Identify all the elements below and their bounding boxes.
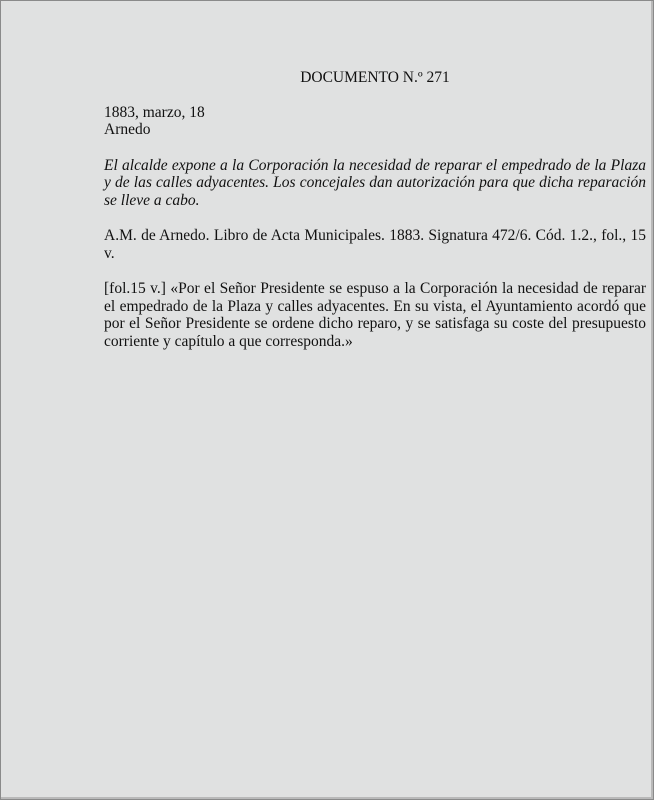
document-summary: El alcalde expone a la Corporación la necesidad de reparar el empedrado de la Plaza y de las calles adyacentes. Los concejales dan autorización para que dicha reparación se lleve a cabo. [104, 156, 646, 209]
archival-source: A.M. de Arnedo. Libro de Acta Municipales. 1883. Signatura 472/6. Cód. 1.2., fol., 15 v. [104, 227, 646, 262]
date-place-block [104, 104, 646, 139]
document-place: Arnedo [104, 121, 151, 138]
document-date: 1883, marzo, 18 [104, 103, 205, 121]
transcription-text: [fol.15 v.] «Por el Señor Presidente se espuso a la Corporación la necesidad de reparar el empedrado de la Plaza y calles adyacentes. En su vista, el Ayuntamiento acordó que por el Señor Presidente se ordene dicho reparo, y se satisfaga su coste del presupuesto corriente y capítulo a que corresponda.» [104, 280, 646, 350]
document-body [104, 69, 646, 350]
document-title: DOCUMENTO N.º 271 [300, 69, 450, 86]
